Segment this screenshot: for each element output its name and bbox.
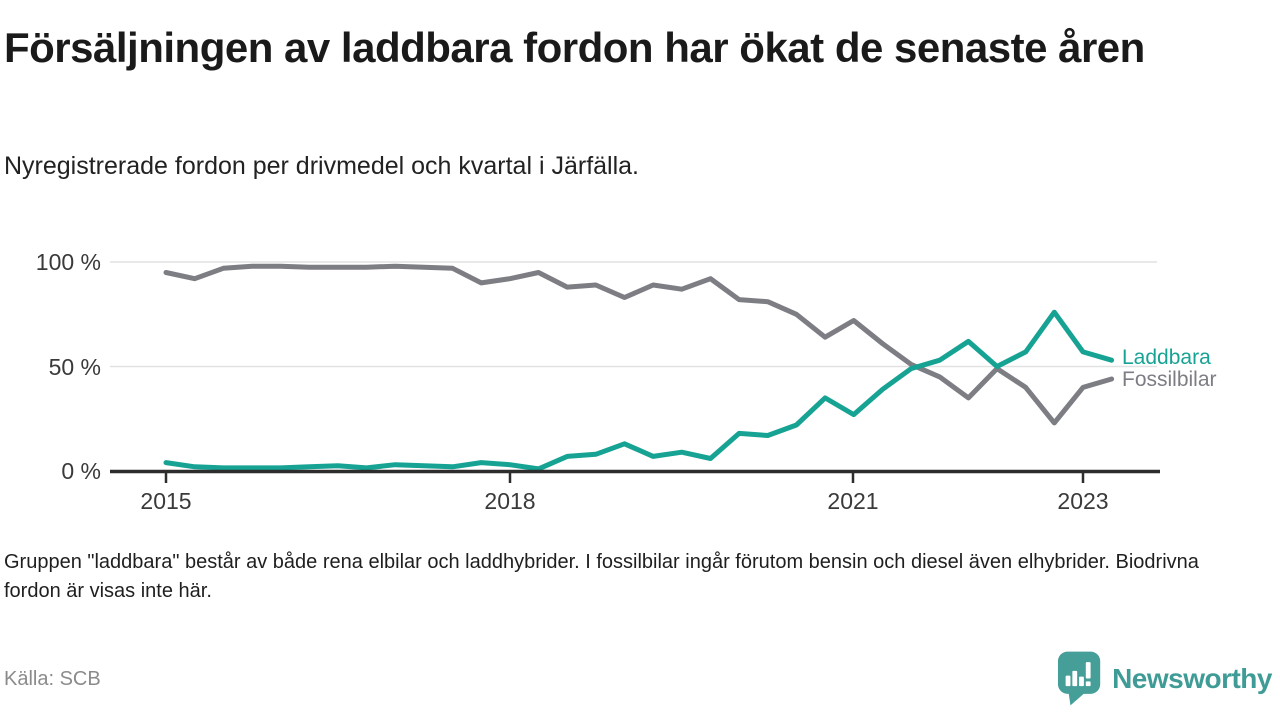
legend-fossilbilar: Fossilbilar (1122, 368, 1217, 391)
x-label-2015: 2015 (140, 488, 192, 514)
x-label-2021: 2021 (827, 488, 879, 514)
source-label: Källa: SCB (4, 668, 101, 690)
y-tick-0: 0 % (61, 458, 101, 484)
newsworthy-bubble-chart-icon (1057, 650, 1105, 707)
legend-laddbara: Laddbara (1122, 346, 1211, 369)
page-title: Försäljningen av laddbara fordon har ökat de senaste åren (4, 24, 1145, 71)
newsworthy-logo (1057, 650, 1272, 707)
line-chart (0, 240, 1280, 520)
chart-footnote: Gruppen "laddbara" består av både rena elbilar och laddhybrider. I fossilbilar ingår förutom bensin och diesel även elhybrider. Biodrivna fordon är visas inte här. (4, 551, 1199, 602)
laddbara-line (166, 312, 1112, 469)
x-label-2023: 2023 (1057, 488, 1109, 514)
x-label-2018: 2018 (484, 488, 536, 514)
newsworthy-logo-text: Newsworthy (1112, 662, 1272, 694)
y-tick-100: 100 % (35, 249, 101, 275)
chart-subtitle: Nyregistrerade fordon per drivmedel och kvartal i Järfälla. (4, 152, 639, 180)
y-tick-50: 50 % (48, 354, 101, 380)
